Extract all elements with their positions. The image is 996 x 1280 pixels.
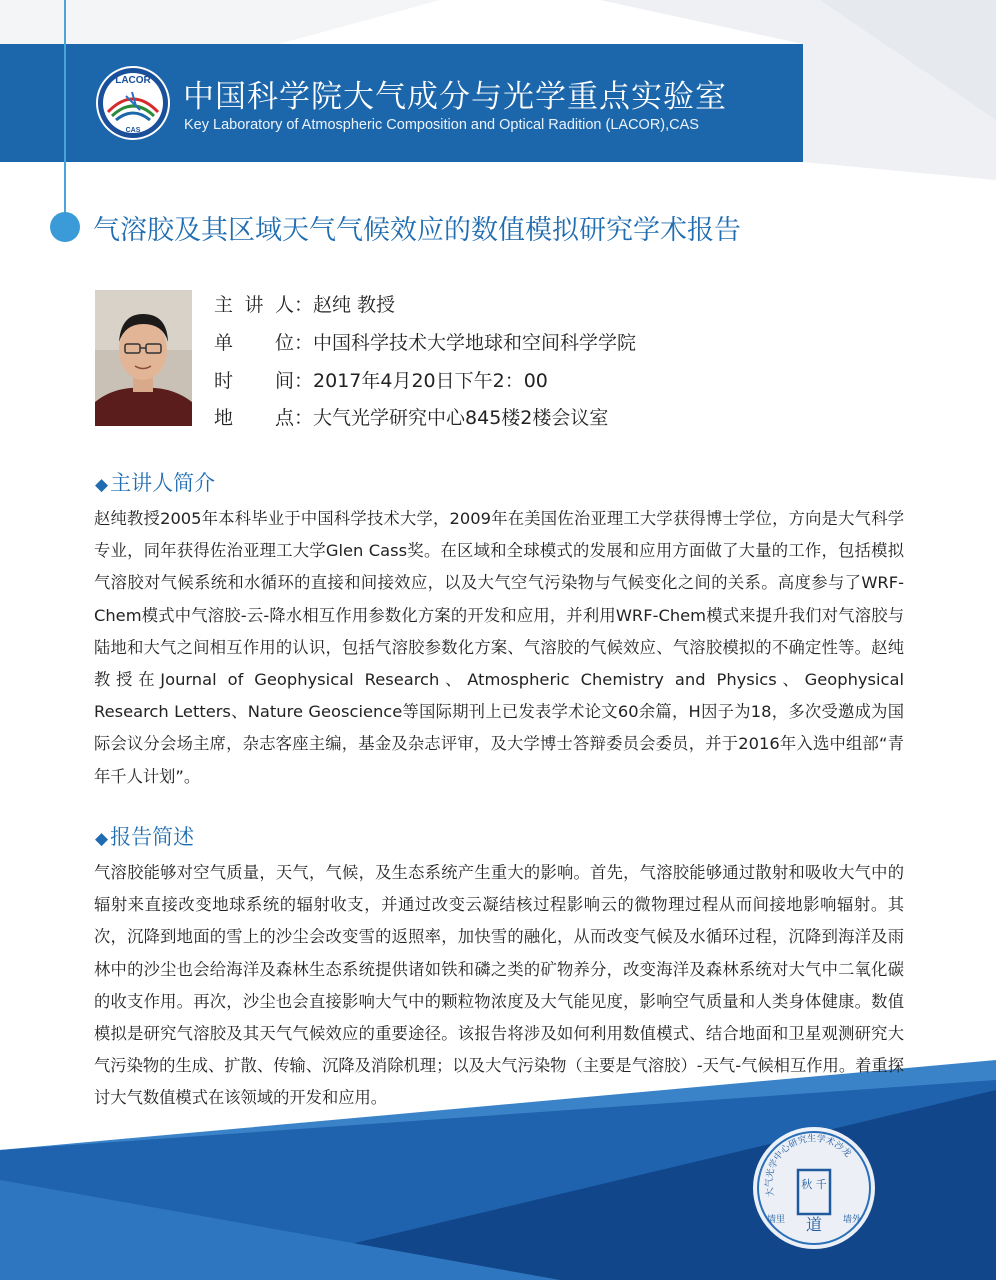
info-label: 单 位 — [214, 332, 294, 354]
diamond-icon: ◆ — [95, 829, 109, 849]
seal-ring-text: 大气光学中心研究生学术沙龙 — [764, 1134, 853, 1198]
speaker-photo — [95, 290, 192, 426]
logo-top-text: LACOR — [115, 75, 151, 86]
info-separator: ： — [294, 407, 314, 429]
info-value: 中国科学技术大学地球和空间科学学院 — [313, 332, 637, 354]
seal-left-text: 墙里 — [766, 1215, 786, 1225]
section-title-text: 报告简述 — [110, 825, 195, 849]
section-title-text: 主讲人简介 — [110, 471, 216, 495]
seal-center-text: 秋 千 — [801, 1178, 827, 1191]
section-title-speaker-bio — [95, 467, 215, 497]
info-location — [214, 403, 608, 430]
info-separator: ： — [294, 370, 314, 392]
info-label: 时 间 — [214, 370, 294, 392]
info-value: 大气光学研究中心845楼2楼会议室 — [313, 407, 609, 429]
info-value: 赵纯 教授 — [313, 294, 396, 316]
header-title-cn: 中国科学院大气成分与光学重点实验室 — [183, 79, 727, 115]
seal-center-bottom: 道 — [805, 1215, 823, 1234]
logo-bottom-text: CAS — [125, 127, 141, 134]
section-title-abstract — [95, 821, 194, 851]
info-time — [214, 366, 548, 393]
lacor-logo — [96, 66, 170, 140]
info-separator: ： — [294, 332, 314, 354]
info-separator: ： — [294, 294, 314, 316]
info-label: 主讲人 — [214, 294, 294, 316]
abstract-text: 气溶胶能够对空气质量，天气，气候，及生态系统产生重大的影响。首先，气溶胶能够通过散射和吸收大气中的辐射来直接改变地球系统的辐射收支，并通过改变云凝结核过程影响云的微物理过程从而间接地影响辐射。其次，沉降到地面的雪上的沙尘会改变雪的返照率，加快雪的融化，从而改变气候及水循环过程，沉降到海洋及雨林中的沙尘也会给海洋及森林生态系统提供诸如铁和磷之类的矿物养分，改变海洋及森林系统对大气中二氧化碳的收支作用。再次，沙尘也会直接影响大气中的颗粒物浓度及大气能见度，影响空气质量和人类身体健康。数值模拟是研究气溶胶及其天气气候效应的重要途径。该报告将涉及如何利用数值模式、结合地面和卫星观测研究大气污染物的生成、扩散、传输、沉降及消除机理；以及大气污染物（主要是气溶胶）-天气-气候相互作用。着重探讨大气数值模式在该领域的开发和应用。 — [94, 863, 904, 1108]
speaker-bio-text: 赵纯教授2005年本科毕业于中国科学技术大学，2009年在美国佐治亚理工大学获得博士学位，方向是大气科学专业，同年获得佐治亚理工大学Glen Cass奖。在区域和全球模式的发展和应用方面做了大量的工作，包括模拟气溶胶对气候系统和水循环的直接和间接效应，以及大气空气污染物与气候变化之间的关系。高度参与了WRF-Chem模式中气溶胶-云-降水相互作用参数化方案的开发和应用，并利用WRF-Chem模式来提升我们对气溶胶与陆地和大气之间相互作用的认识，包括气溶胶参数化方案、气溶胶的气候效应、气溶胶模拟的不确定性等。赵纯教授在Journal of Geophysical Research、Atmospheric Chemistry and Physics、Geophysical Research Letters、Nature Geoscience等国际期刊上已发表学术论文60余篇，H因子为18，多次受邀成为国际会议分会场主席，杂志客座主编，基金及杂志评审，及大学博士答辩委员会委员，并于2016年入选中组部“青年千人计划”。 — [94, 509, 904, 786]
info-affiliation — [214, 328, 636, 355]
info-speaker — [214, 290, 395, 317]
title-bullet-dot — [50, 212, 80, 242]
info-label: 地 点 — [214, 407, 294, 429]
info-value: 2017年4月20日下午2：00 — [313, 370, 548, 392]
diamond-icon: ◆ — [95, 475, 109, 495]
seal-right-text: 墙外 — [842, 1215, 862, 1225]
salon-seal-logo — [752, 1126, 876, 1250]
decorative-vertical-line — [64, 0, 66, 230]
header-title-en: Key Laboratory of Atmospheric Composition and Optical Radition (LACOR),CAS — [184, 117, 699, 133]
report-title: 气溶胶及其区域天气气候效应的数值模拟研究学术报告 — [93, 215, 741, 246]
